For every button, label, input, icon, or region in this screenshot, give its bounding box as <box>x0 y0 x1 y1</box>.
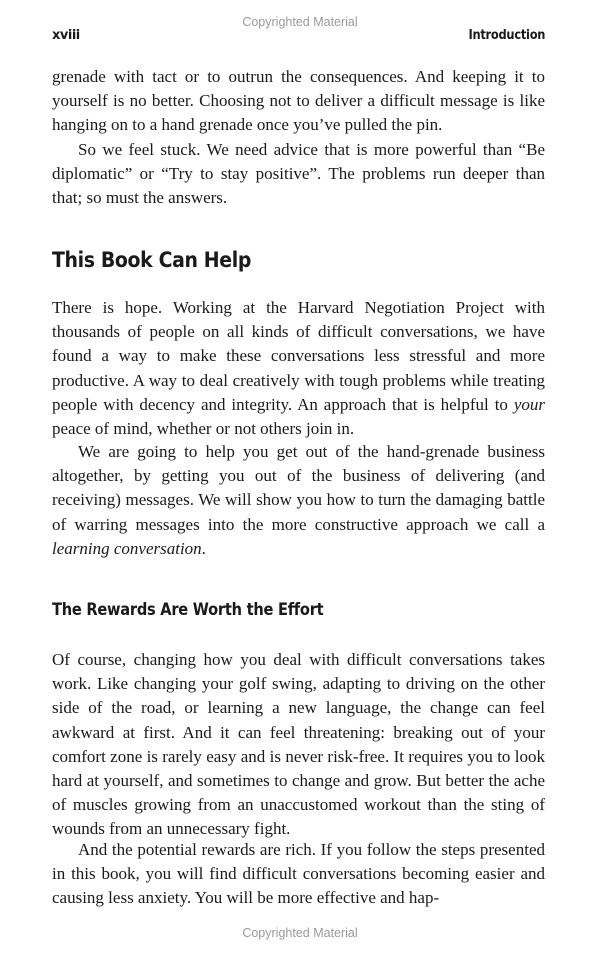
watermark-bottom: Copyrighted Material <box>242 926 358 940</box>
section1-p1-emphasis: your <box>513 394 545 414</box>
running-section-title: Introduction <box>468 28 545 43</box>
watermark-top: Copyrighted Material <box>242 15 358 29</box>
section2-paragraph-2: And the potential rewards are rich. If you follow the steps presented in this book, you will find difficult conversations becoming easier and causing less anxiety. You will be more effective and hap- <box>52 840 545 908</box>
section-heading-rewards: The Rewards Are Worth the Effort <box>52 600 324 620</box>
section1-p1-text-a: There is hope. Working at the Harvard Negotiation Project with thousands of people on all kinds of difficult conversations, we have found a way to make these conversations less stressful and more productive. A way to deal creatively with tough problems while treating people with decency and integrity. An approach that is helpful to <box>52 298 545 414</box>
intro-paragraph-2: So we feel stuck. We need advice that is more powerful than “Be diplomatic” or “Try to stay positive”. The problems run deeper than that; so must the answers. <box>52 140 545 208</box>
section1-p2-text-a: We are going to help you get out of the hand-grenade business altogether, by getting you out of the business of delivering (and receiving) messages. We will show you how to turn the damaging battle of warring messages into the more constructive approach we call a <box>52 442 545 534</box>
section1-paragraph-1 <box>52 296 545 441</box>
section-heading-book-can-help: This Book Can Help <box>52 248 252 272</box>
section1-p1-text-b: peace of mind, whether or not others join in. <box>52 419 355 439</box>
section1-p2-emphasis: learning conversation <box>52 538 202 558</box>
section1-paragraph-2 <box>52 440 545 561</box>
running-head <box>52 28 545 48</box>
section1-p2-text-b: . <box>201 538 206 558</box>
section2-paragraph-1: Of course, changing how you deal with difficult conversations takes work. Like changing your golf swing, adapting to driving on the other side of the road, or learning a new language, the change can feel awkward at first. And it can feel threatening: breaking out of your comfort zone is rarely easy and is never risk-free. It requires you to look hard at yourself, and sometimes to change and grow. But better the ache of muscles growing from an unaccustomed workout than the sting of wounds from an unnecessary fight. <box>52 650 545 839</box>
intro-paragraph-1: grenade with tact or to outrun the consequences. And keeping it to yourself is no better. Choosing not to deliver a difficult message is like hanging on to a hand grenade once you’ve pulled the pin. <box>52 67 545 135</box>
page-number: xviii <box>52 28 80 43</box>
